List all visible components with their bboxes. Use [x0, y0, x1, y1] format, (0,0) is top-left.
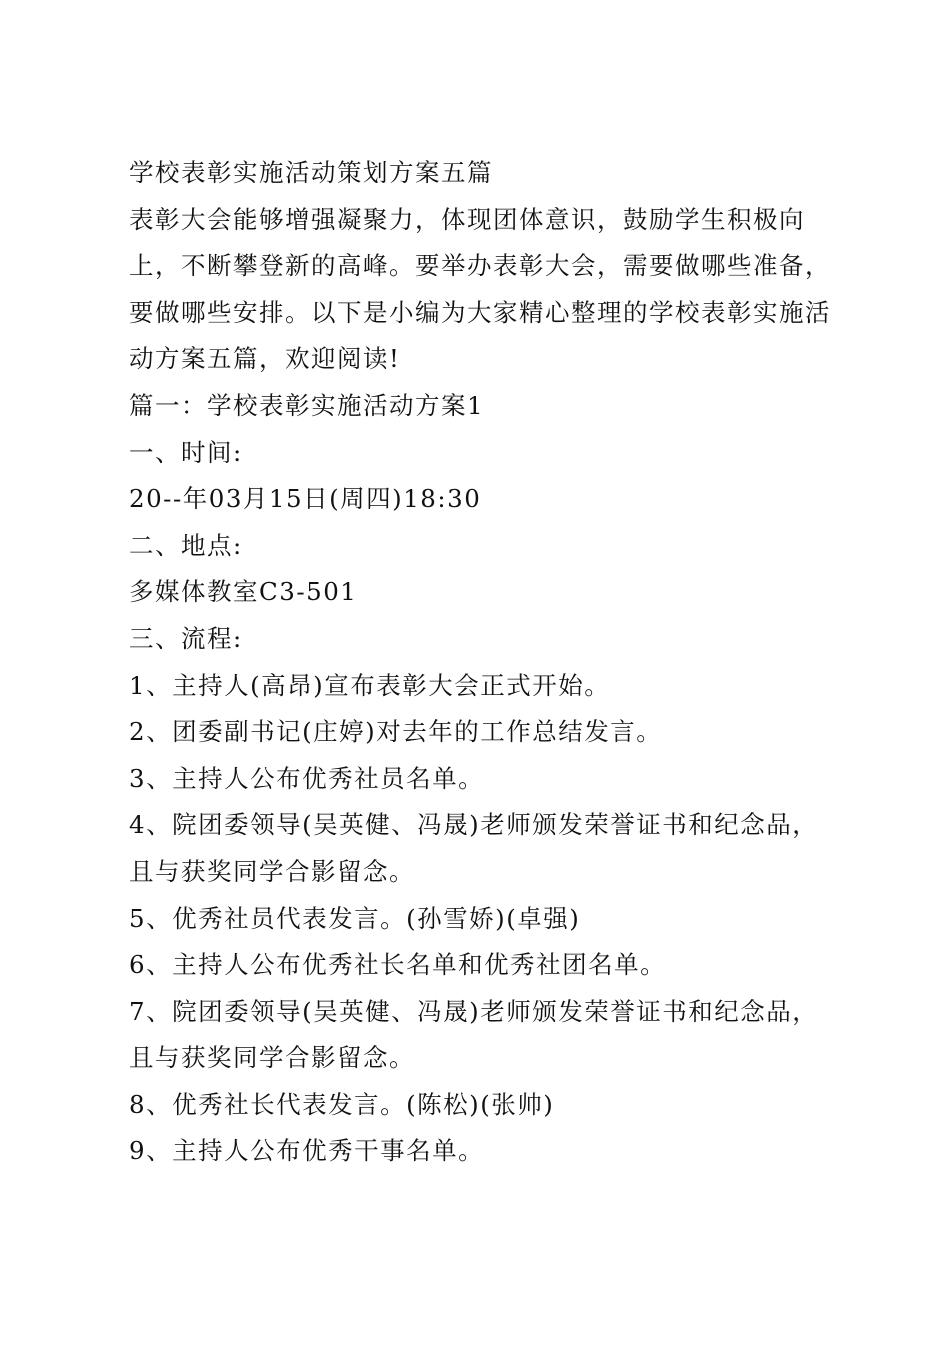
process-line-6: 6、主持人公布优秀社长名单和优秀社团名单。 [129, 950, 667, 980]
place-heading: 二、地点: [129, 530, 243, 560]
intro-line-4: 动方案五篇，欢迎阅读! [129, 344, 401, 374]
intro-line-2: 上，不断攀登新的高峰。要举办表彰大会，需要做哪些准备， [129, 251, 831, 281]
process-line-1: 1、主持人(高昂)宣布表彰大会正式开始。 [129, 670, 611, 700]
time-value: 20--年03月15日(周四)18:30 [129, 484, 482, 514]
document-body [129, 150, 829, 1175]
intro-line-3: 要做哪些安排。以下是小编为大家精心整理的学校表彰实施活 [129, 297, 831, 327]
intro-line-1: 表彰大会能够增强凝聚力，体现团体意识，鼓励学生积极向 [129, 204, 805, 234]
place-value: 多媒体教室C3-501 [129, 577, 358, 607]
document-title: 学校表彰实施活动策划方案五篇 [129, 158, 493, 187]
process-line-2: 2、团委副书记(庄婷)对去年的工作总结发言。 [129, 717, 663, 747]
process-line-3: 3、主持人公布优秀社员名单。 [129, 763, 485, 793]
section-heading: 篇一：学校表彰实施活动方案1 [129, 390, 485, 420]
process-line-7: 7、院团委领导(吴英健、冯晟)老师颁发荣誉证书和纪念品， [129, 996, 819, 1026]
process-line-7-continued: 且与获奖同学合影留念。 [129, 1043, 415, 1073]
process-line-4-continued: 且与获奖同学合影留念。 [129, 856, 415, 886]
process-heading: 三、流程: [129, 623, 243, 653]
time-heading: 一、时间: [129, 437, 243, 467]
process-line-8: 8、优秀社长代表发言。(陈松)(张帅) [129, 1089, 555, 1119]
process-line-5: 5、优秀社员代表发言。(孙雪娇)(卓强) [129, 903, 581, 933]
process-line-9: 9、主持人公布优秀干事名单。 [129, 1136, 485, 1166]
process-line-4: 4、院团委领导(吴英健、冯晟)老师颁发荣誉证书和纪念品， [129, 810, 819, 840]
